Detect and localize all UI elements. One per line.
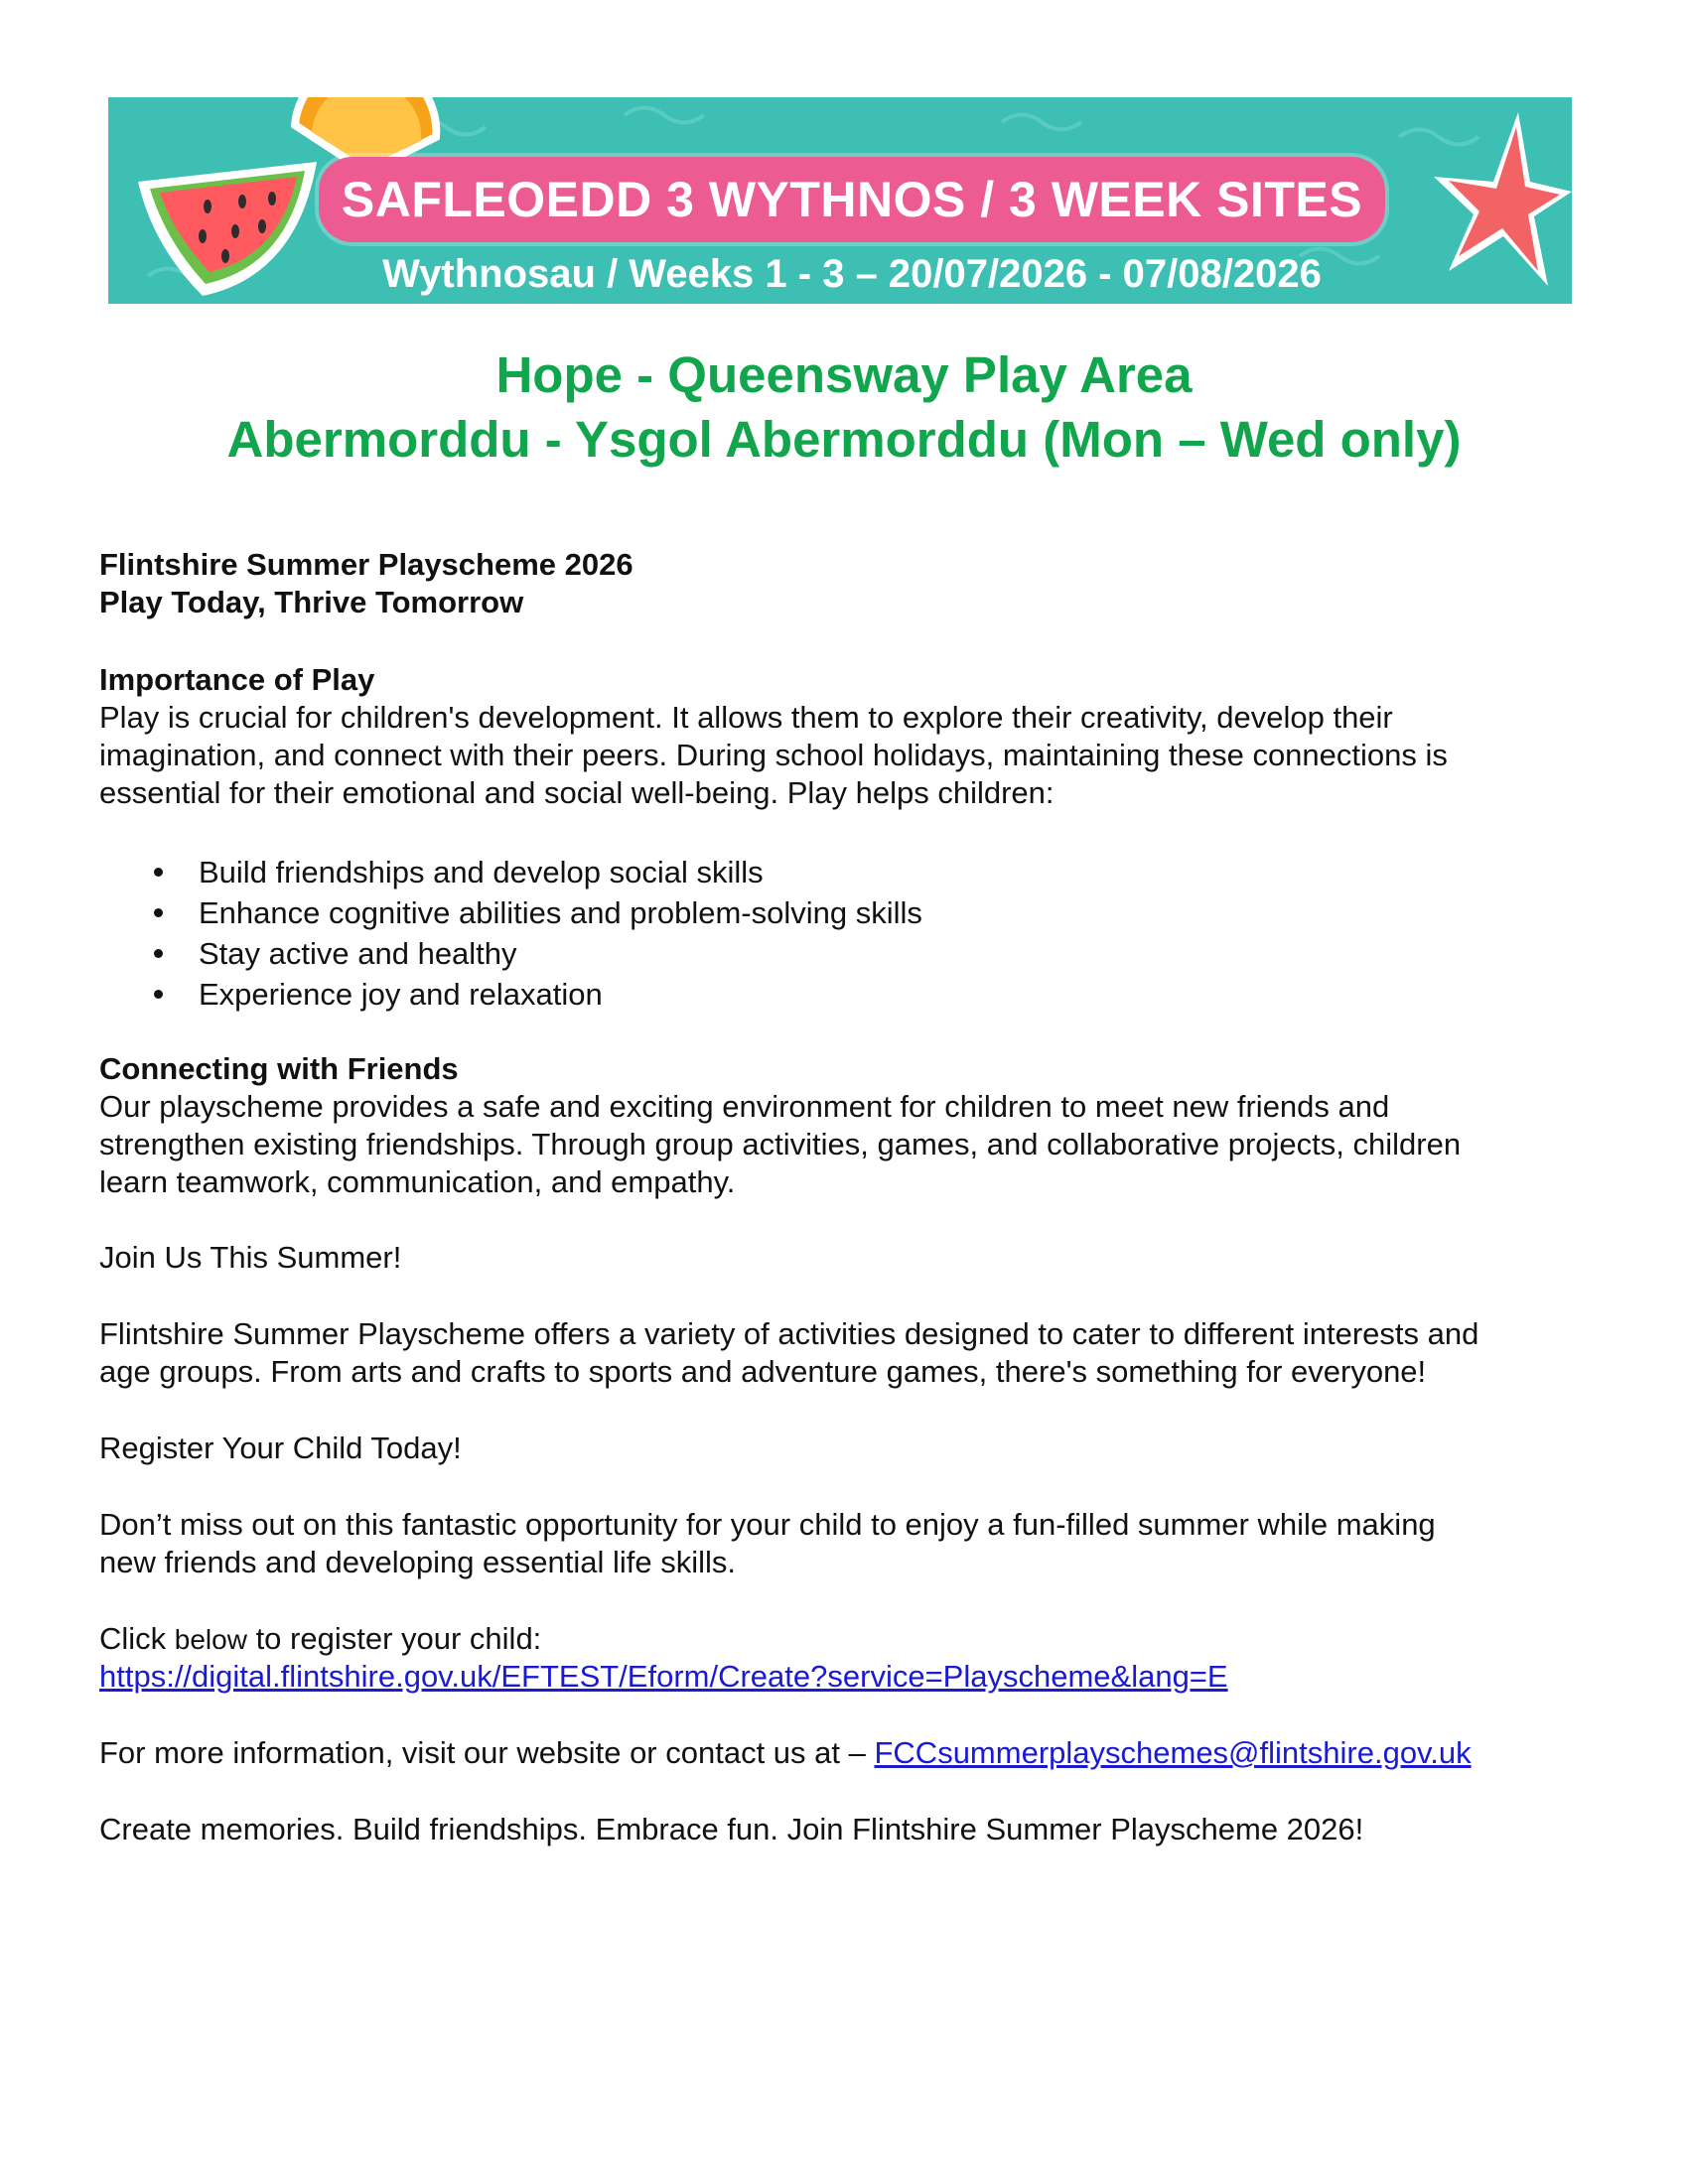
- importance-heading: Importance of Play: [99, 662, 375, 697]
- contact-line: [99, 1734, 1609, 1772]
- friends-line: learn teamwork, communication, and empathy.: [99, 1164, 736, 1199]
- bullet-icon: [154, 990, 163, 999]
- bullet-icon: [154, 949, 163, 958]
- join-line: Flintshire Summer Playscheme offers a variety of activities designed to cater to different interests and: [99, 1316, 1479, 1351]
- list-item: [99, 974, 922, 1015]
- importance-line: imagination, and connect with their peers. During school holidays, maintaining these connections is: [99, 738, 1448, 772]
- bullet-icon: [154, 868, 163, 877]
- friends-line: Our playscheme provides a safe and exciting environment for children to meet new friends and: [99, 1089, 1390, 1124]
- bullet-icon: [154, 908, 163, 917]
- starfish-icon: [1434, 112, 1572, 286]
- list-item: [99, 933, 922, 974]
- list-item-text: Stay active and healthy: [199, 936, 517, 971]
- importance-line: essential for their emotional and social well-being. Play helps children:: [99, 775, 1055, 810]
- list-item: [99, 892, 922, 933]
- banner-subtitle: Wythnosau / Weeks 1 - 3 – 20/07/2026 - 07/08/2026: [382, 252, 1322, 296]
- header-banner: [108, 97, 1572, 304]
- list-item-text: Experience joy and relaxation: [199, 977, 603, 1012]
- list-item-text: Enhance cognitive abilities and problem-solving skills: [199, 895, 922, 930]
- register-instruction-below: below: [174, 1624, 247, 1655]
- register-line: new friends and developing essential life skills.: [99, 1545, 737, 1579]
- register-instruction: [99, 1620, 1609, 1659]
- banner-title: SAFLEOEDD 3 WYTHNOS / 3 WEEK SITES: [341, 172, 1363, 227]
- contact-text: For more information, visit our website or contact us at –: [99, 1735, 875, 1770]
- watermelon-icon: [138, 162, 317, 296]
- site-heading-hope: Hope - Queensway Play Area: [495, 346, 1193, 403]
- join-heading: Join Us This Summer!: [99, 1240, 402, 1275]
- register-heading: Register Your Child Today!: [99, 1431, 462, 1465]
- friends-line: strengthen existing friendships. Through group activities, games, and collaborative projects, children: [99, 1127, 1462, 1161]
- register-link[interactable]: https://digital.flintshire.gov.uk/EFTEST/Eform/Create?service=Playscheme&lang=E: [99, 1659, 1228, 1694]
- document-title: Flintshire Summer Playscheme 2026: [99, 547, 633, 582]
- register-instruction-suffix: to register your child:: [246, 1621, 542, 1656]
- contact-email-link[interactable]: FCCsummerplayschemes@flintshire.gov.uk: [874, 1735, 1472, 1770]
- document-tagline: Play Today, Thrive Tomorrow: [99, 585, 524, 619]
- register-instruction-prefix: Click: [99, 1621, 175, 1656]
- importance-line: Play is crucial for children's development. It allows them to explore their creativity, develop their: [99, 700, 1393, 735]
- friends-heading: Connecting with Friends: [99, 1051, 459, 1086]
- list-item: [99, 852, 922, 892]
- list-item-text: Build friendships and develop social skills: [199, 855, 764, 889]
- register-line: Don’t miss out on this fantastic opportunity for your child to enjoy a fun-filled summer while making: [99, 1507, 1436, 1542]
- site-heading-abermorddu: Abermorddu - Ysgol Abermorddu (Mon – Wed only): [226, 411, 1462, 468]
- register-link-line: [99, 1658, 1609, 1696]
- join-line: age groups. From arts and crafts to sports and adventure games, there's something for everyone!: [99, 1354, 1427, 1389]
- closing-line: Create memories. Build friendships. Embrace fun. Join Flintshire Summer Playscheme 2026!: [99, 1812, 1364, 1846]
- benefits-list: [99, 852, 922, 1015]
